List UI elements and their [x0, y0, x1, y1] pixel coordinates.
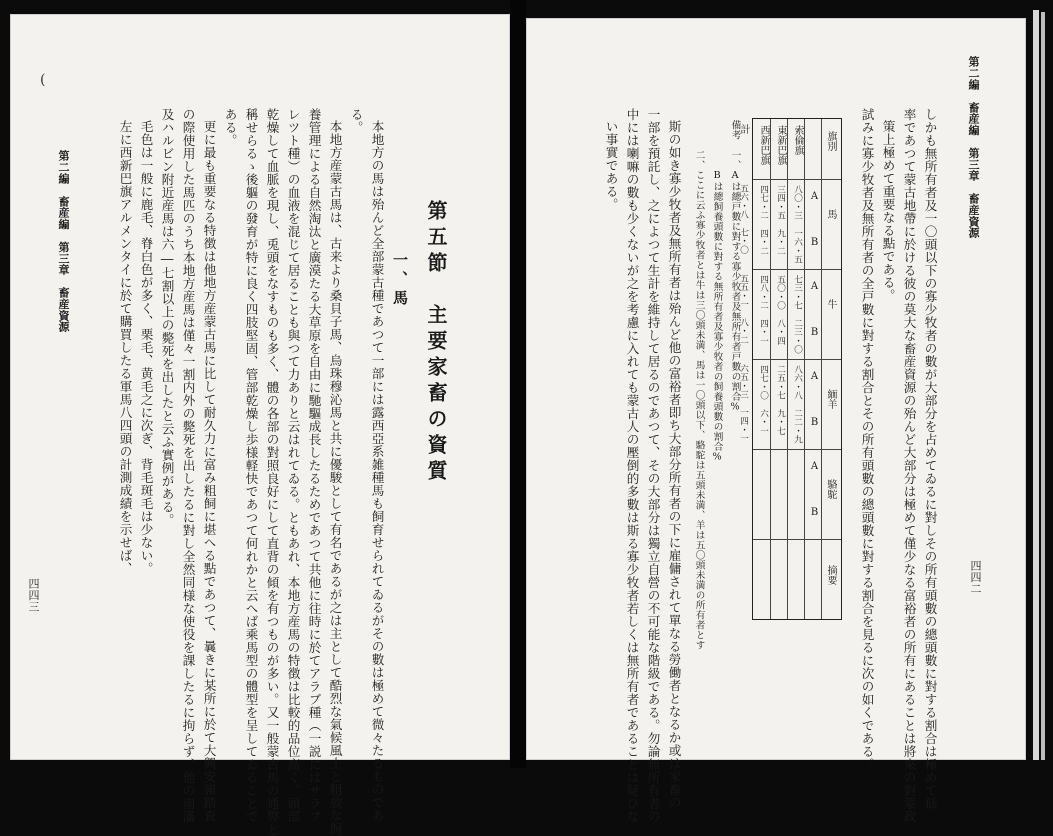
left-paragraph-7: 稱せらるゝ後軀の發育が特に良く四肢堅固、管部乾燥し歩様軽快であつて何れかと云へば乘馬型の體型を呈してゐることで [243, 108, 259, 823]
right-paragraph-3: 策上極めて重要なる點である。 [880, 120, 896, 302]
table-cell: 一四・一 [738, 408, 749, 443]
page-edge-shadow [1041, 12, 1045, 760]
page-edge [1033, 10, 1039, 760]
left-paragraph-12: 毛色は一般に鹿毛、脊白色が多く、栗毛、黄毛之に次ぎ、背毛斑毛は少ない。 [138, 120, 154, 575]
subsection-title: 一、馬 [391, 252, 409, 309]
table-cell: 一六・五 [792, 229, 803, 264]
table-cell: 四・二 [758, 229, 769, 255]
right-paragraph-2: 率であつて蒙古地帶に於ける彼の莫大な畜産資源の殆んど大部分は極めて僅少なる富裕者の所有にあることは將來の對蒙政 [901, 108, 917, 823]
table-subheader: B [809, 507, 820, 518]
table-divider [770, 119, 771, 619]
table-header-banner: 旗別 [825, 131, 836, 151]
table-header-remarks: 摘要 [825, 565, 836, 585]
table-cell: 八六・八 [792, 365, 803, 400]
table-cell: 二五・七 [775, 365, 786, 400]
left-paragraph-10: の際使用した馬匹のうち本地方産馬は僅々一割内外の斃死を出したるに對し全然同様な使役を課したるに拘らず、他の南滿 [180, 108, 196, 823]
left-paragraph-4: 養管理による自然淘汰と廣漠たる大草原を自由に馳驅成長したるためであつて共他に往時に於てアラブ種（一説にはサラブ [306, 108, 322, 823]
table-cell: 六・一 [758, 409, 769, 435]
left-paragraph-8: ある。 [222, 108, 238, 147]
closing-paragraph-2: 一部を預託し、之によつて生計を維持して居るのであつて、その大部分は獨立自營の不可能な階級である。勿論無所有者の [645, 108, 661, 823]
table-cell: 四七・〇 [758, 365, 769, 400]
table-cell: 四七・二 [758, 185, 769, 220]
right-paragraph-4: 試みに寡少牧者及無所有者の全戸數に對する割合とその所有頭數の總頭數に對する割合を見るに次の如くである。 [859, 108, 875, 771]
table-cell: 五五・一 [738, 274, 749, 309]
table-row-name: 西新巴旗 [758, 125, 769, 165]
table-note-1: 備考 一、Aは總戸數に對する寡少牧者及無所有者戸數の割合% [729, 120, 741, 413]
table-divider [753, 359, 841, 360]
table-note-2: 二、ここに云ふ寡少牧者とは牛は三〇頭未満、馬は一〇頭以下、駱駝は五頭未満、羊は五〇頭未満の所有者とす [693, 120, 705, 650]
left-running-header: 第二編 畜産編 第三章 畜産資源 [57, 150, 70, 333]
left-paragraph-13: 左に西新巴旗アルメンタイに於て購買したる軍馬八四頭の計測成績を示せば、 [117, 120, 133, 575]
table-cell: 四八・二 [758, 275, 769, 310]
table-cell: 四・一 [758, 319, 769, 345]
table-subheader: A [809, 281, 820, 292]
book-gutter [510, 0, 526, 768]
closing-paragraph-3: 中には喇嘛の數も少くないが之を考慮に入れても蒙古人の壓倒的多數は斯る寡少牧者若しくは無所有者であることは疑ひな [624, 108, 640, 823]
table-header-horse: 馬 [825, 209, 836, 219]
left-paragraph-6: 乾燥して血脈を現し、兎頭をなすものも多く、體の各部の對照良好にして直背の傾を有つものが多い。又一般蒙古馬の通弊と [264, 108, 280, 836]
table-divider [804, 119, 805, 619]
table-header-sheep: 緬羊 [825, 389, 836, 409]
table-header-cattle: 牛 [825, 299, 836, 309]
table-cell: 五〇・〇 [775, 275, 786, 310]
left-page-number: 四四三 [27, 578, 40, 613]
table-cell: 八〇・三 [792, 185, 803, 220]
ownership-table [752, 118, 842, 620]
table-divider [821, 119, 822, 619]
table-divider [753, 179, 841, 180]
table-subheader: A [809, 191, 820, 202]
table-header-camel: 駱駝 [825, 479, 836, 499]
right-running-header: 第二編 畜産編 第三章 畜産資源 [967, 56, 980, 239]
table-note-1b: Bは總飼養頭數に對する無所有者及寡少牧者の飼養頭數の割合% [711, 120, 723, 463]
table-cell: 二三・〇 [792, 319, 803, 354]
left-paragraph-1: 本地方の馬は殆んど全部蒙古種であつて一部には露西亞系雑種馬も飼育せられてゐるがその數は極めて微々たるものであ [369, 120, 385, 822]
left-paragraph-2: る。 [348, 108, 364, 134]
table-divider [753, 449, 841, 450]
table-divider [753, 269, 841, 270]
closing-paragraph-4: い事實である。 [603, 120, 619, 211]
left-paragraph-3: 本地方産蒙古馬は、古来より桑貝子馬、烏珠穆沁馬と共に優駿として有名であるが之は主として酷烈な氣候風土と粗放な飼 [327, 120, 343, 835]
table-cell: 七・〇 [738, 228, 749, 254]
left-paragraph-5: レツト種）の血液を混じて居ることも與つて力ありと云はれてゐる。ともあれ、本地方産馬の特徴は比較的品位高く、頭部 [285, 108, 301, 823]
table-row-name: 索倫旗 [792, 125, 803, 155]
left-paragraph-11: 及ハルビン附近産馬は六―七割以上の斃死を出したと云ふ實例がある。 [159, 108, 175, 527]
table-cell: 二二・九 [792, 409, 803, 444]
closing-paragraph-1: 斯の如き寡少牧者及無所有者は殆んど他の富裕者即ち大部分所有者の下に雇傭されて單なる勞働者となるか或は家畜の [666, 120, 682, 809]
table-subheader: B [809, 327, 820, 338]
table-divider [787, 119, 788, 619]
section-title: 第五節 主要家畜の資質 [424, 200, 448, 486]
table-cell: 八・二 [738, 318, 749, 344]
table-subheader: B [809, 417, 820, 428]
right-page-number: 四四二 [969, 560, 982, 595]
table-cell: 五六・八 [738, 184, 749, 219]
table-row-name: 東新巴旗 [775, 125, 786, 165]
left-paragraph-9: 更に最も重要なる特徴は他地方産蒙古馬に比して耐久力に富み粗飼に堪へる點であつて、曩きに某所に於て大興安嶺踏査 [201, 120, 217, 822]
margin-mark: ( [40, 72, 46, 88]
table-subheader: B [809, 237, 820, 248]
table-cell: 七三・七 [792, 275, 803, 310]
table-cell: 六五・三 [738, 364, 749, 399]
right-paragraph-1: しかも無所有者及一〇頭以下の寡少牧者の數が大部分を占めてゐるに對しその所有頭數の總頭數に對する割合は極めて低 [922, 108, 938, 810]
table-divider [753, 539, 841, 540]
table-cell: 三四・五 [775, 185, 786, 220]
table-cell: 九・二 [775, 229, 786, 255]
table-row-name-total: 計 [738, 124, 749, 134]
table-subheader: A [809, 461, 820, 472]
table-cell: 九・七 [775, 409, 786, 435]
table-subheader: A [809, 371, 820, 382]
table-cell: 八・四 [775, 319, 786, 345]
